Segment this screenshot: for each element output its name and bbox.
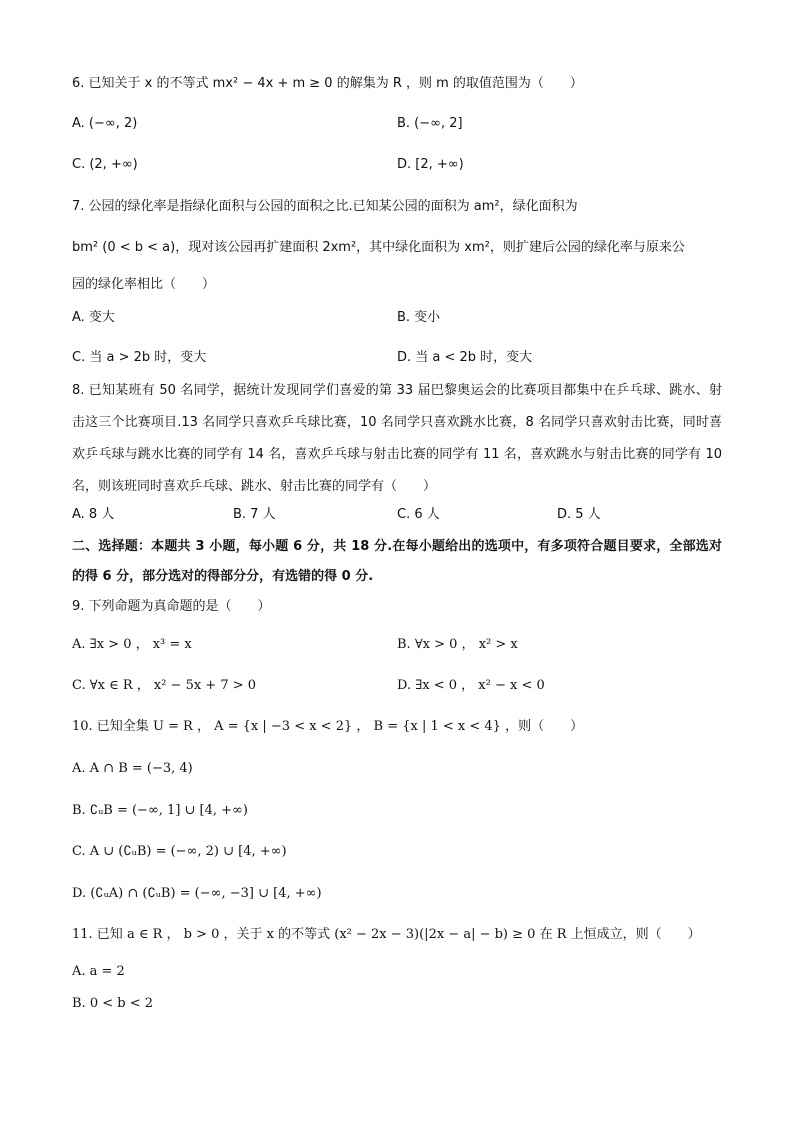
q10-option-d: D. (∁ᵤA) ∩ (∁ᵤB) = (−∞, −3] ∪ [4, +∞) <box>72 886 322 901</box>
q10-stem: 10. 已知全集 U = R ， A = {x | −3 < x < 2} ， B = {x | 1 < x < 4} ，则（ ） <box>72 719 584 734</box>
q6-option-c: C. (2, +∞) <box>72 157 138 172</box>
q9-option-a: A. ∃x > 0 ， x³ = x <box>72 637 192 652</box>
q7-stem-line-2: bm² (0 < b < a)，现对该公园再扩建面积 2xm²，其中绿化面积为 xm²，则扩建后公园的绿化率与原来公 <box>72 240 685 255</box>
q7-option-c: C. 当 a > 2b 时，变大 <box>72 350 207 365</box>
q7-option-b: B. 变小 <box>397 310 441 325</box>
q9-option-b: B. ∀x > 0 ， x² > x <box>397 637 518 652</box>
q10-option-b: B. ∁ᵤB = (−∞, 1] ∪ [4, +∞) <box>72 803 248 818</box>
q8-option-b: B. 7 人 <box>233 507 276 522</box>
q8-option-d: D. 5 人 <box>557 507 601 522</box>
q9-stem: 9. 下列命题为真命题的是（ ） <box>72 599 271 614</box>
q6-option-b: B. (−∞, 2] <box>397 116 463 131</box>
q6-option-a: A. (−∞, 2) <box>72 116 138 131</box>
q8-stem: 8. 已知某班有 50 名同学，据统计发现同学们喜爱的第 33 届巴黎奥运会的比赛项目都集中在乒乓球、跳水、射击这三个比赛项目.13 名同学只喜欢乒乓球比赛，10 名同学只喜欢跳水比赛，8 名同学只喜欢射击比赛，同时喜欢乒乓球与跳水比赛的同学有 14 名，喜欢乒乓球与射击比赛的同学有 11 名，喜欢跳水与射击比赛的同学有 10 名，则该班同时喜欢乒乓球、跳水、射击比赛的同学有（ ） <box>72 383 722 494</box>
q10-option-c: C. A ∪ (∁ᵤB) = (−∞, 2) ∪ [4, +∞) <box>72 844 287 859</box>
section-2-heading: 二、选择题：本题共 3 小题，每小题 6 分，共 18 分.在每小题给出的选项中，有多项符合题目要求，全部选对的得 6 分，部分选对的得部分分，有选错的得 0 分. <box>72 539 722 584</box>
q7-option-a: A. 变大 <box>72 310 115 325</box>
q7-stem-line-3: 园的绿化率相比（ ） <box>72 277 216 292</box>
q11-option-b: B. 0 < b < 2 <box>72 996 153 1011</box>
q11-option-a: A. a = 2 <box>72 964 125 979</box>
q10-option-a: A. A ∩ B = (−3, 4) <box>72 761 193 776</box>
q7-option-d: D. 当 a < 2b 时，变大 <box>397 350 533 365</box>
q8-option-a: A. 8 人 <box>72 507 115 522</box>
q8-option-c: C. 6 人 <box>397 507 440 522</box>
q6-option-d: D. [2, +∞) <box>397 157 464 172</box>
q9-option-d: D. ∃x < 0 ， x² − x < 0 <box>397 678 545 693</box>
q6-stem: 6. 已知关于 x 的不等式 mx² − 4x + m ≥ 0 的解集为 R ，则 m 的取值范围为（ ） <box>72 76 583 91</box>
q7-stem-line-1: 7. 公园的绿化率是指绿化面积与公园的面积之比.已知某公园的面积为 am²，绿化面积为 <box>72 199 578 214</box>
q9-option-c: C. ∀x ∈ R ， x² − 5x + 7 > 0 <box>72 678 257 693</box>
q11-stem: 11. 已知 a ∈ R ， b > 0 ，关于 x 的不等式 (x² − 2x − 3)(|2x − a| − b) ≥ 0 在 R 上恒成立，则（ ） <box>72 927 701 942</box>
